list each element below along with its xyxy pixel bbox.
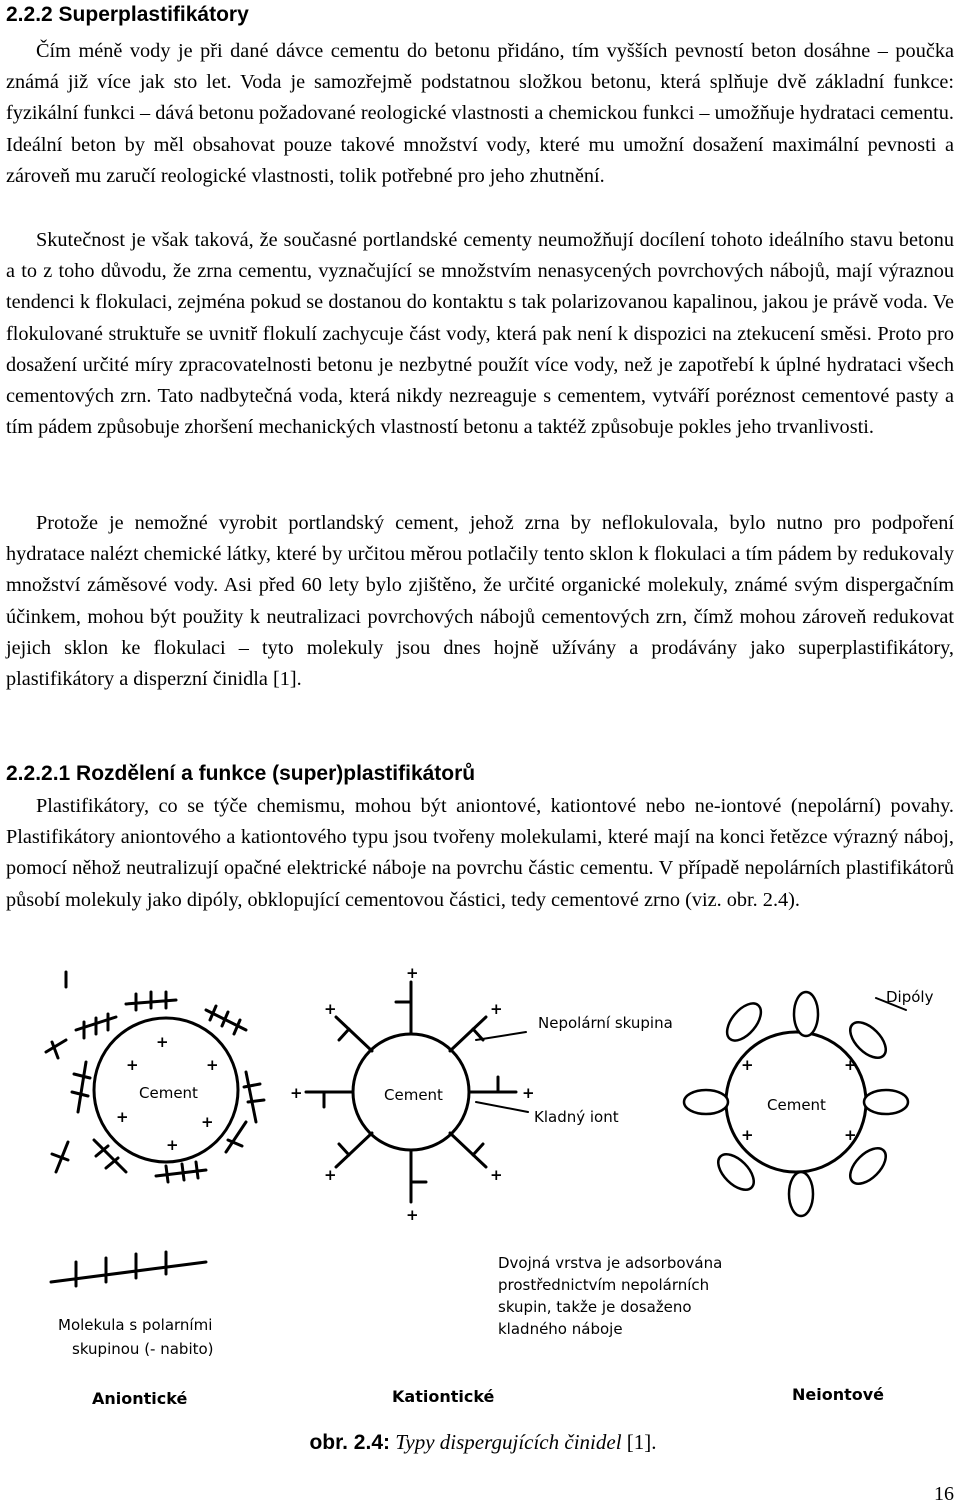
note-line1: Dvojná vrstva je adsorbována: [498, 1254, 723, 1272]
molecule-label-line2: skupinou (- nabito): [72, 1340, 214, 1358]
note-line3: skupin, takže je dosaženo: [498, 1298, 692, 1316]
note-line2: prostřednictvím nepolárních: [498, 1276, 710, 1294]
paragraph-1: Čím méně vody je při dané dávce cementu do betonu přidáno, tím vyšších pevností beton dosáhne – poučka známá již více jak sto let. Voda je samozřejmě podstatnou složkou betonu, která splňuje dvě základní funkce: fyzikální funkci – dává betonu požadované reologické vlastnosti a chemickou funkci – umožňuje hydrataci cementu. Ideální beton by měl obsahovat pouze takové množství vody, které mu umožní dosažení maximální pevnosti a zároveň mu zaručí reologické vlastnosti, tolik potřebné pro jeho zhutnění.: [6, 40, 954, 187]
section-heading: 2.2.2 Superplastifikátory: [6, 3, 249, 26]
svg-text:+: +: [844, 1056, 857, 1074]
svg-text:+: +: [324, 1000, 337, 1018]
cement-label-cationic: Cement: [384, 1086, 443, 1104]
svg-text:+: +: [741, 1056, 754, 1074]
dispersant-diagram: [6, 962, 960, 1432]
svg-text:+: +: [490, 1166, 503, 1184]
dispersant-figure: [6, 962, 960, 1432]
svg-text:+: +: [522, 1084, 535, 1102]
svg-text:+: +: [490, 1000, 503, 1018]
paragraph-2: Skutečnost je však taková, že současné portlandské cementy neumožňují docílení tohoto ideálního stavu betonu a to z toho důvodu, že zrna cementu, vyznačující se množstvím nenasycených povrchových nábojů, mají výraznou tendenci k flokulaci, zejména pokud se dostanou do kontaktu s tak polarizovanou kapalinou, jakou je právě voda. Ve flokulované struktuře se uvnitř flokulí zachycuje část vody, která pak není k dispozici na ztekucení směsi. Proto pro dosažení určité míry zpracovatelnosti betonu je nezbytné použít více vody, než je zapotřebí k úplné hydrataci všech cementových zrn. Tato nadbytečná voda, která nikdy nezreaguje s cementem, vytváří poréznost cementové pasty a tím pádem způsobuje zhoršení mechanických vlastností betonu a taktéž způsobuje pokles jeho trvanlivosti.: [6, 229, 954, 439]
cement-label-nonionic: Cement: [767, 1096, 826, 1114]
positive-ion-label: Kladný iont: [534, 1108, 619, 1126]
subsection-heading: 2.2.2.1 Rozdělení a funkce (super)plastifikátorů: [6, 762, 476, 785]
dipoles-label: Dipóly: [886, 988, 934, 1006]
paragraph-3: Protože je nemožné vyrobit portlandský cement, jehož zrna by neflokulovala, bylo nutno pro podpoření hydratace nalézt chemické látky, které by určitou měrou potlačily tento sklon k flokulaci a tím pádem by redukovaly množství záměsové vody. Asi před 60 lety bylo zjištěno, že určité organické molekuly, známé svým dispergačním účinkem, mohou být použity k neutralizaci povrchových nábojů cementových zrn, čímž mohou zároveň redukovat jejich sklon ke flokulaci – tyto molekuly jsou dnes hojně užívány a prodávány jako superplastifikátory, plastifikátory a disperzní činidla [1].: [6, 512, 954, 691]
type-label-cationic: Kationtické: [392, 1387, 495, 1406]
svg-text:+: +: [156, 1033, 169, 1051]
caption-text: Typy dispergujících činidel: [395, 1430, 622, 1454]
caption-number: obr. 2.4:: [309, 1431, 390, 1454]
type-label-anionic: Aniontické: [92, 1389, 188, 1408]
svg-text:+: +: [201, 1113, 214, 1131]
svg-text:+: +: [116, 1108, 129, 1126]
molecule-label-line1: Molekula s polarními: [58, 1316, 213, 1334]
svg-text:+: +: [406, 964, 419, 982]
paragraph-4: Plastifikátory, co se týče chemismu, mohou být aniontové, kationtové nebo ne-iontové (nepolární) povahy. Plastifikátory aniontového a kationtového typu jsou tvořeny molekulami, které mají na konci řetězce výrazný náboj, pomocí něhož neutralizují opačné elektrické náboje na povrchu částic cementu. V případě nepolárních plastifikátorů působí molekuly jako dipóly, obklopující cementovou částici, tedy cementové zrno (viz. obr. 2.4).: [6, 795, 954, 911]
nonpolar-group-label: Nepolární skupina: [538, 1014, 673, 1032]
figure-caption: [6, 1428, 960, 1457]
cement-label-anionic: Cement: [139, 1084, 198, 1102]
page-number: 16: [934, 1483, 954, 1505]
svg-text:+: +: [741, 1126, 754, 1144]
note-line4: kladného náboje: [498, 1320, 623, 1338]
svg-text:+: +: [166, 1136, 179, 1154]
svg-text:+: +: [324, 1166, 337, 1184]
svg-text:+: +: [290, 1084, 303, 1102]
type-label-nonionic: Neiontové: [792, 1385, 885, 1404]
svg-text:+: +: [206, 1056, 219, 1074]
svg-text:+: +: [406, 1206, 419, 1224]
svg-text:+: +: [844, 1126, 857, 1144]
svg-text:+: +: [126, 1056, 139, 1074]
caption-ref: [1].: [626, 1430, 657, 1454]
